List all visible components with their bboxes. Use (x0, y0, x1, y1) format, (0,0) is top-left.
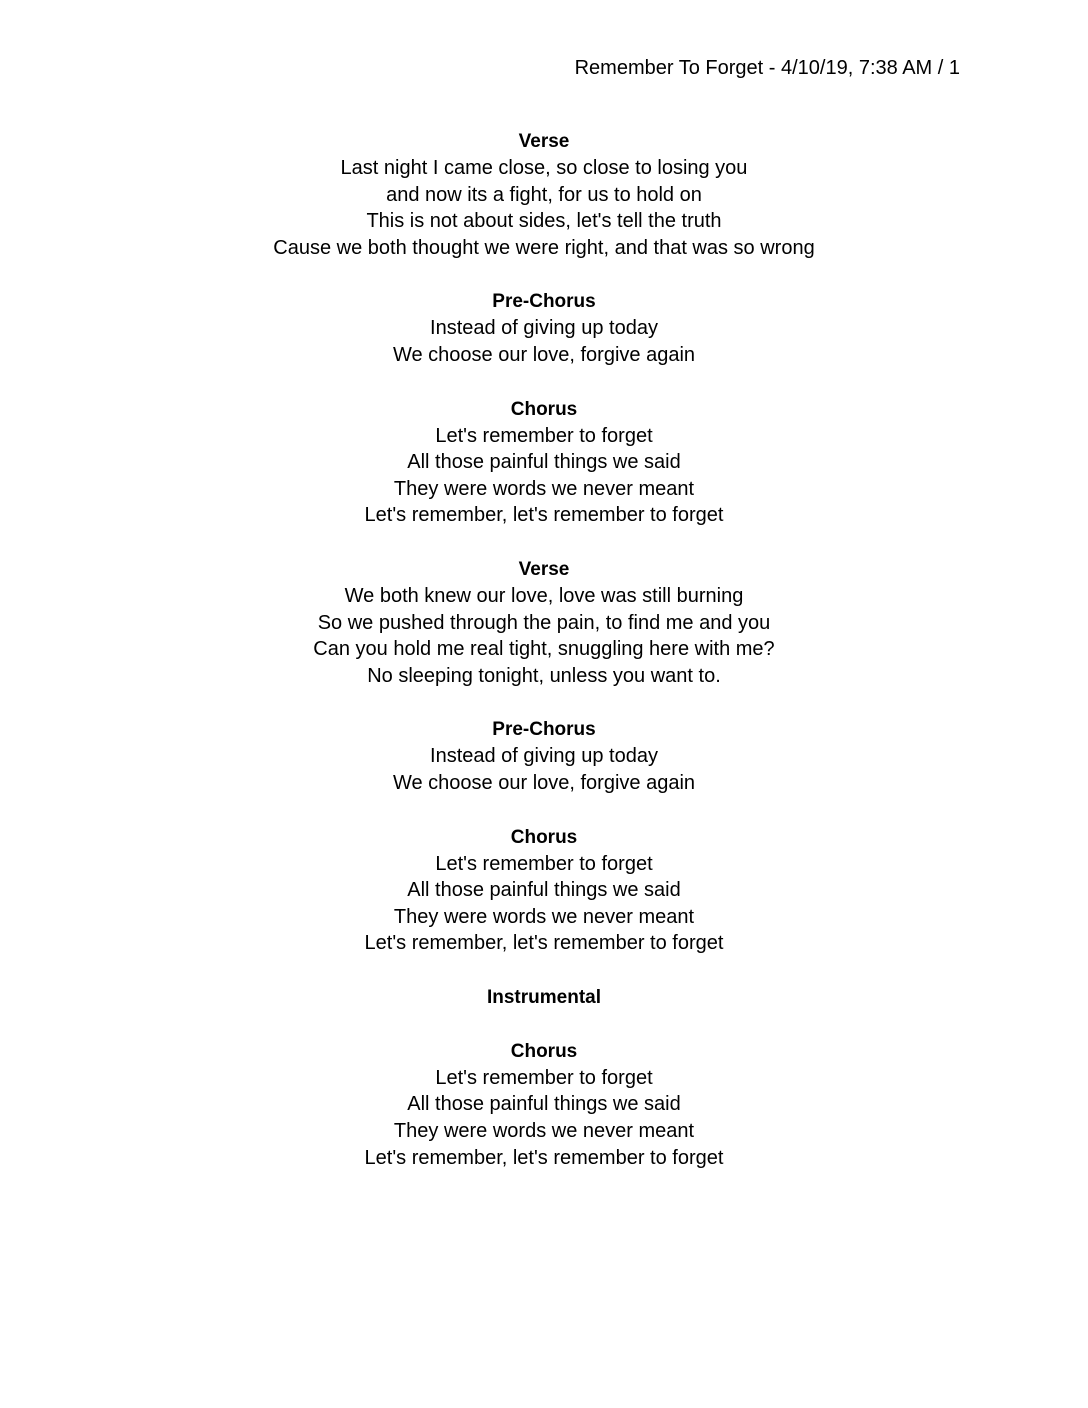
section-title: Chorus (510, 826, 578, 848)
lyric-line: We choose our love, forgive again (392, 343, 696, 366)
section-verse (0, 556, 1088, 689)
section-title: Verse (518, 131, 570, 152)
lyric-line: Let's remember, let's remember to forget (364, 932, 724, 955)
lyric-line: All those painful things we said (407, 1093, 681, 1116)
page-header: Remember To Forget - 4/10/19, 7:38 AM / 1 (574, 57, 960, 79)
section-title: Pre-Chorus (492, 291, 596, 313)
lyric-line: Let's remember to forget (435, 1066, 653, 1089)
section-instrumental (0, 984, 1088, 1011)
section-title: Chorus (510, 1040, 578, 1062)
lyric-line: Let's remember to forget (435, 852, 653, 875)
lyric-line: and now its a fight, for us to hold on (386, 183, 702, 206)
lyric-line: This is not about sides, let's tell the truth (366, 210, 722, 233)
lyric-line: So we pushed through the pain, to find me and you (317, 611, 771, 634)
section-title: Pre-Chorus (492, 719, 596, 741)
section-title: Chorus (510, 398, 578, 420)
lyric-line: Can you hold me real tight, snuggling here with me? (313, 638, 775, 661)
section-chorus (0, 396, 1088, 529)
lyric-line: They were words we never meant (393, 1120, 695, 1143)
lyric-line: They were words we never meant (393, 905, 695, 928)
lyric-line: Last night I came close, so close to losing you (340, 157, 748, 179)
lyric-line: Cause we both thought we were right, and that was so wrong (273, 236, 815, 259)
section-chorus (0, 1038, 1088, 1171)
lyric-line: We both knew our love, love was still burning (344, 584, 744, 607)
lyric-line: Let's remember to forget (435, 424, 653, 447)
lyric-line: Instead of giving up today (430, 317, 658, 340)
lyric-line: All those painful things we said (407, 451, 681, 474)
lyric-line: They were words we never meant (393, 477, 695, 500)
section-chorus (0, 824, 1088, 957)
section-title: Verse (518, 558, 570, 580)
section-title: Instrumental (486, 986, 602, 1008)
section-pre-chorus (0, 716, 1088, 796)
section-pre-chorus (0, 288, 1088, 368)
lyric-line: Instead of giving up today (430, 745, 658, 768)
lyric-line: We choose our love, forgive again (392, 771, 696, 794)
lyric-line: Let's remember, let's remember to forget (364, 1146, 724, 1169)
lyric-line: Let's remember, let's remember to forget (364, 504, 724, 527)
lyrics-body (0, 128, 1088, 1198)
lyric-line: No sleeping tonight, unless you want to. (367, 664, 721, 687)
section-verse (0, 128, 1088, 261)
lyric-line: All those painful things we said (407, 879, 681, 902)
